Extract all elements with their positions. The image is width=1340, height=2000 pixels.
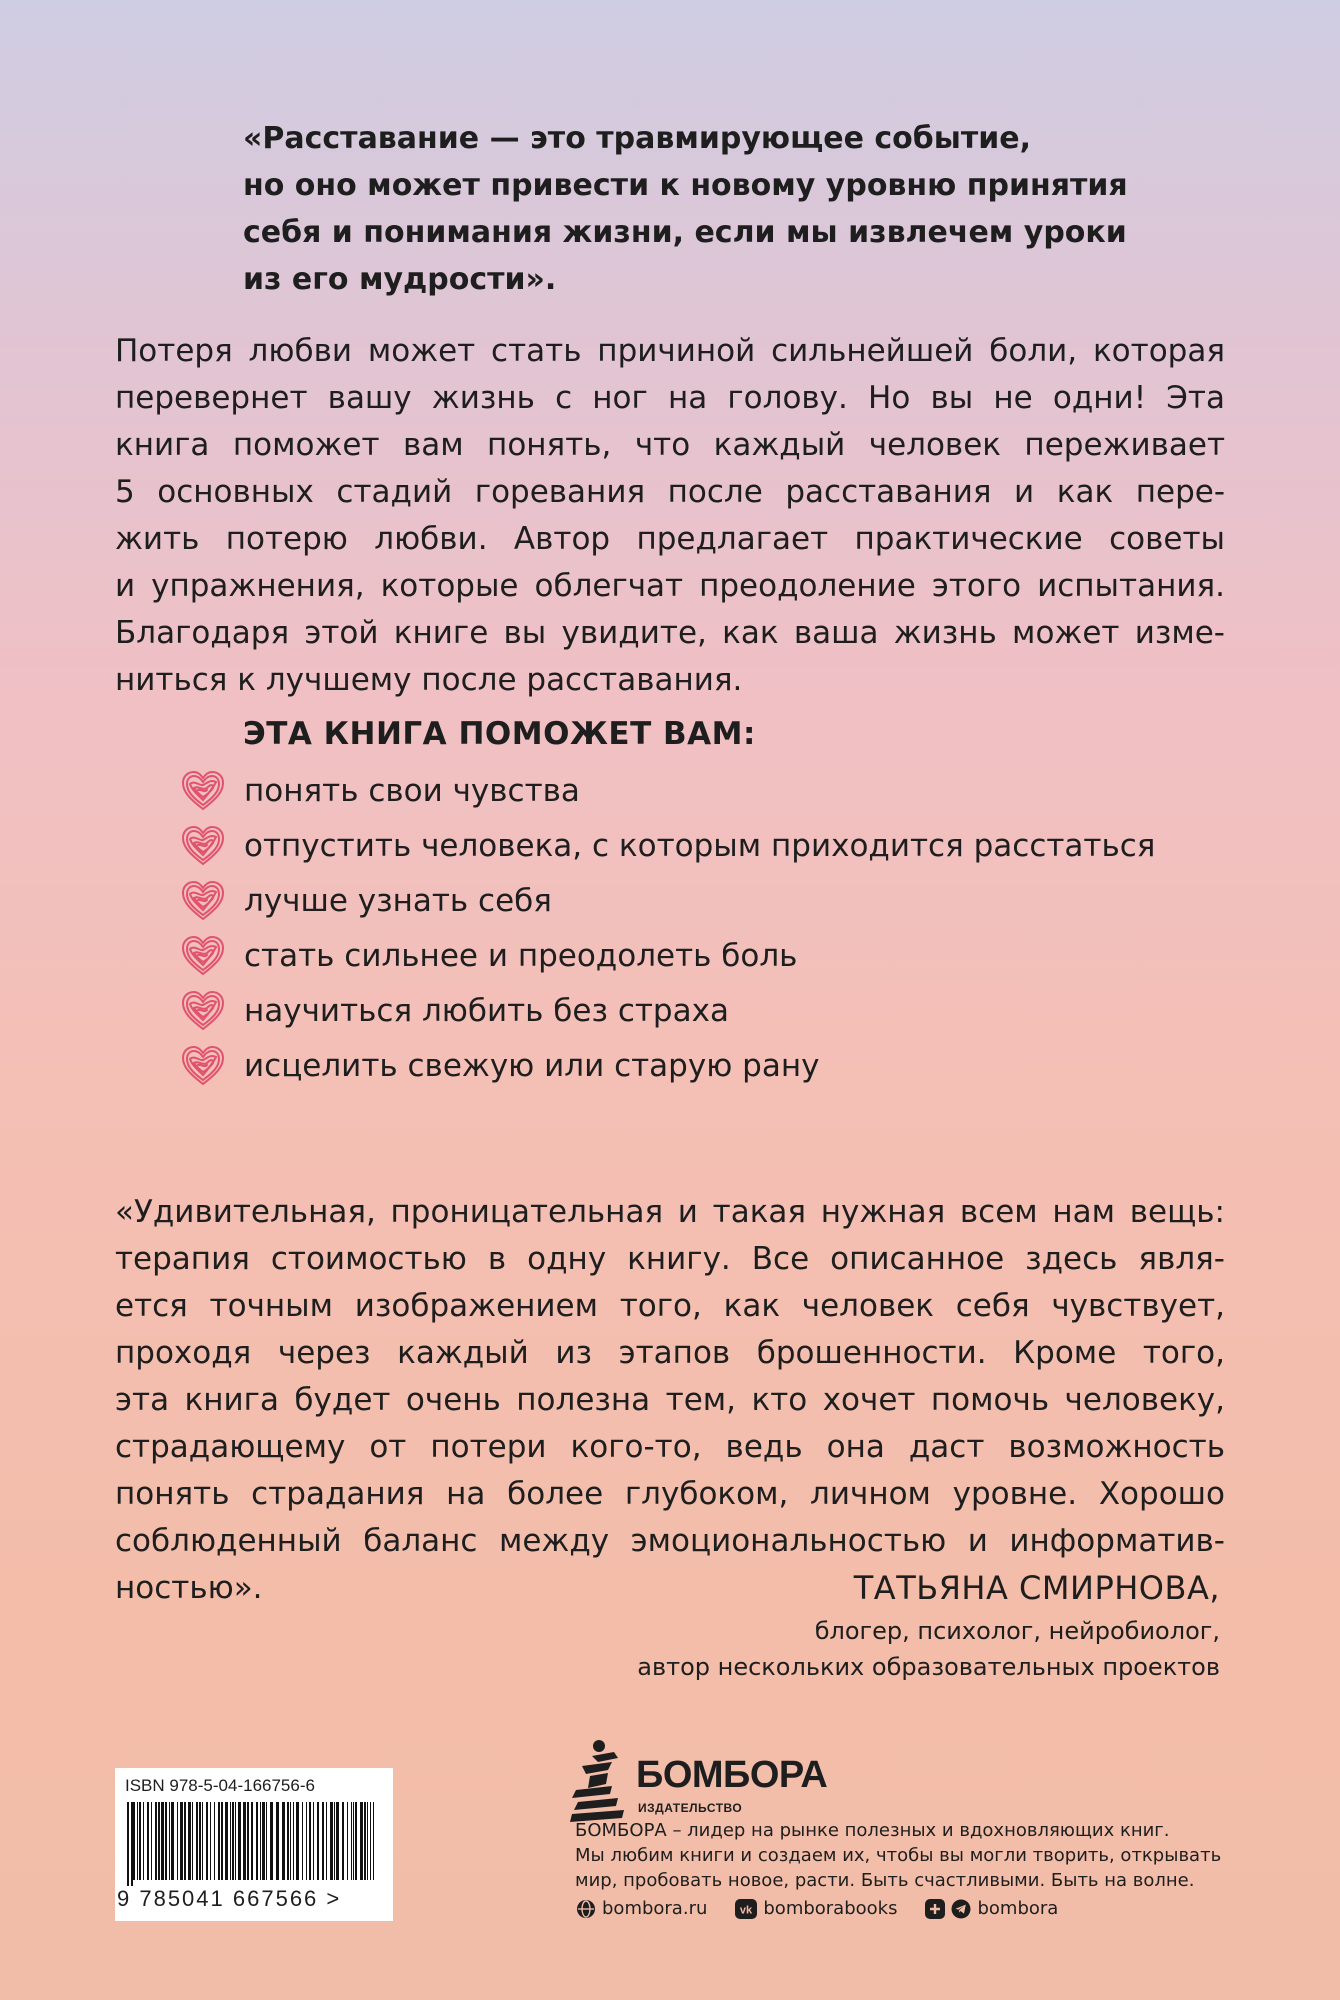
svg-text:vk: vk [740, 1904, 753, 1916]
barcode-bar [367, 1802, 368, 1880]
benefits-list [180, 763, 1260, 1093]
barcode-bar [302, 1802, 303, 1880]
author-role: автор нескольких образовательных проектов [637, 1653, 1220, 1681]
isbn-text: ISBN 978-5-04-166756-6 [125, 1776, 315, 1795]
review-line: ностью». [115, 1570, 263, 1606]
barcode-bar [199, 1802, 201, 1880]
barcode-bar [262, 1802, 265, 1880]
barcode-bar [127, 1802, 129, 1886]
barcode-bar [188, 1802, 191, 1880]
globe-icon [576, 1899, 596, 1919]
barcode-bar [218, 1802, 220, 1880]
benefit-text: научиться любить без страха [244, 992, 729, 1029]
review-line: терапия стоимостью в одну книгу. Все описанное здесь явля- [115, 1241, 1225, 1277]
heart-scribble-icon [180, 1045, 226, 1087]
barcode-bar [232, 1802, 234, 1880]
barcode-bar [230, 1802, 231, 1880]
top-quote [243, 115, 1143, 303]
barcode-bar [131, 1802, 133, 1886]
barcode-bar [158, 1802, 160, 1880]
barcode-bar [290, 1802, 291, 1880]
barcode-bar [147, 1802, 149, 1880]
benefit-text: понять свои чувства [244, 772, 580, 809]
barcode [115, 1768, 393, 1921]
website-text: bombora.ru [602, 1898, 708, 1919]
heart-scribble-icon [180, 935, 226, 977]
review-line: «Удивительная, проницательная и такая нужная всем нам вещь: [115, 1194, 1225, 1230]
description-line: 5 основных стадий горевания после расставания и как пере- [115, 474, 1225, 510]
barcode-bar [202, 1802, 203, 1880]
barcode-bar [155, 1802, 157, 1880]
top-quote-line: «Расставание — это травмирующее событие, [243, 121, 1031, 156]
barcode-bar [214, 1802, 215, 1880]
review-line: проходя через каждый из этапов брошенности. Кроме того, [115, 1335, 1225, 1371]
publisher-description [575, 1818, 1275, 1893]
list-item [180, 873, 1260, 928]
list-item [180, 1038, 1260, 1093]
heart-scribble-icon [180, 825, 226, 867]
barcode-bar [165, 1802, 167, 1880]
author-role: блогер, психолог, нейробиолог, [814, 1617, 1220, 1645]
barcode-bar [351, 1802, 352, 1880]
review-author [637, 1563, 1220, 1685]
barcode-bar [336, 1802, 339, 1880]
heart-scribble-icon [180, 880, 226, 922]
barcode-bar [221, 1802, 223, 1880]
list-item [180, 763, 1260, 818]
barcode-bar [326, 1802, 327, 1880]
review-line: эта книга будет очень полезна тем, кто хочет помочь человеку, [115, 1382, 1225, 1418]
barcode-bar [276, 1802, 279, 1880]
description-line: перевернет вашу жизнь с ног на голову. Но вы не одни! Эта [115, 380, 1225, 416]
barcode-bar [309, 1802, 311, 1880]
barcode-bar [184, 1802, 186, 1880]
publisher-line: Мы любим книги и создаем их, чтобы вы могли творить, открывать [575, 1845, 1222, 1866]
barcode-bar [169, 1802, 170, 1880]
barcode-bar [317, 1802, 319, 1880]
barcode-bar [161, 1802, 164, 1880]
ean-digits: 9 785041 667566 > [117, 1886, 342, 1911]
barcode-bar [282, 1802, 285, 1880]
barcode-bar [256, 1802, 258, 1880]
review-line: понять страдания на более глубоком, личном уровне. Хорошо [115, 1476, 1225, 1512]
benefit-text: отпустить человека, с которым приходится расстаться [244, 827, 1156, 864]
barcode-bar [235, 1802, 236, 1880]
list-item [180, 928, 1260, 983]
social-links [576, 1898, 1086, 1919]
description-line: Благодаря этой книге вы увидите, как ваша жизнь может изме- [115, 615, 1225, 651]
telegram-text: bombora [977, 1898, 1059, 1919]
top-quote-line: но оно может привести к новому уровню принятия [243, 168, 1128, 203]
barcode-bar [133, 1802, 135, 1880]
barcode-bar [139, 1802, 141, 1880]
publisher-logo-name: БОМБОРА [636, 1754, 828, 1796]
bombora-figure-icon [568, 1738, 630, 1828]
review-line: страдающему от потери кого-то, ведь она даст возможность [115, 1429, 1225, 1465]
benefits-title: ЭТА КНИГА ПОМОЖЕТ ВАМ: [243, 716, 756, 752]
vk-link[interactable] [735, 1898, 897, 1919]
barcode-bar [192, 1802, 193, 1880]
heart-scribble-icon [180, 990, 226, 1032]
description-line: Потеря любви может стать причиной сильнейшей боли, которая [115, 333, 1225, 369]
list-item [180, 818, 1260, 873]
telegram-icon [951, 1899, 971, 1919]
barcode-bar [143, 1802, 144, 1880]
barcode-bar [334, 1802, 335, 1880]
barcode-bar [322, 1802, 324, 1880]
vk-text: bomborabooks [763, 1898, 898, 1919]
barcode-bar [370, 1802, 371, 1880]
publisher-line: мир, пробовать новое, расти. Быть счастливыми. Быть на волне. [575, 1870, 1195, 1891]
barcode-bar [347, 1802, 348, 1880]
benefit-text: лучше узнать себя [244, 882, 552, 919]
barcode-bar [266, 1802, 267, 1880]
heart-scribble-icon [180, 770, 226, 812]
book-description [115, 328, 1225, 704]
barcode-bar [225, 1802, 228, 1880]
barcode-bar [313, 1802, 314, 1880]
barcode-bar [364, 1802, 366, 1880]
top-quote-line: из его мудрости». [243, 262, 557, 297]
barcode-bar [287, 1802, 289, 1880]
barcode-bar [251, 1802, 253, 1880]
list-item [180, 983, 1260, 1038]
plus-square-icon [925, 1899, 945, 1919]
vk-icon [735, 1899, 757, 1919]
publisher-logo-sub: ИЗДАТЕЛЬСТВО [638, 1801, 743, 1815]
barcode-bar [296, 1802, 299, 1880]
barcode-bar [238, 1802, 241, 1880]
barcode-bar [137, 1802, 138, 1880]
barcode-bar [177, 1802, 178, 1880]
barcode-bar [360, 1802, 363, 1880]
top-quote-line: себя и понимания жизни, если мы извлечем уроки [243, 215, 1127, 250]
barcode-bar [210, 1802, 211, 1880]
review-quote [115, 1189, 1225, 1612]
telegram-link[interactable] [925, 1898, 1058, 1919]
description-line: книга поможет вам понять, что каждый человек переживает [115, 427, 1225, 463]
barcode-bar [330, 1802, 333, 1880]
review-line: ется точным изображением того, как человек себя чувствует, [115, 1288, 1225, 1324]
review-line: соблюденный баланс между эмоциональностью и информатив- [115, 1523, 1225, 1559]
barcode-bar [180, 1802, 183, 1880]
barcode-bar [306, 1802, 307, 1880]
barcode-bar [151, 1802, 152, 1880]
benefit-text: стать сильнее и преодолеть боль [244, 937, 798, 974]
barcode-bar [353, 1802, 354, 1880]
website-link[interactable] [576, 1898, 707, 1919]
barcode-bar [206, 1802, 208, 1880]
barcode-bar [270, 1802, 273, 1880]
barcode-bars [125, 1802, 383, 1886]
barcode-bar [293, 1802, 294, 1880]
barcode-bar [171, 1802, 174, 1880]
barcode-bar [355, 1802, 357, 1880]
barcode-bar [247, 1802, 249, 1880]
author-name: ТАТЬЯНА СМИРНОВА, [853, 1569, 1220, 1607]
barcode-bar [342, 1802, 344, 1880]
barcode-bar [196, 1802, 198, 1880]
benefit-text: исцелить свежую или старую рану [244, 1047, 820, 1084]
description-line: ниться к лучшему после расставания. [115, 662, 743, 698]
publisher-line: БОМБОРА – лидер на рынке полезных и вдохновляющих книг. [575, 1820, 1170, 1841]
description-line: и упражнения, которые облегчат преодоление этого испытания. [115, 568, 1225, 604]
barcode-bar [243, 1802, 246, 1880]
description-line: жить потерю любви. Автор предлагает практические советы [115, 521, 1225, 557]
barcode-bar [373, 1802, 374, 1880]
barcode-bar [260, 1802, 261, 1880]
